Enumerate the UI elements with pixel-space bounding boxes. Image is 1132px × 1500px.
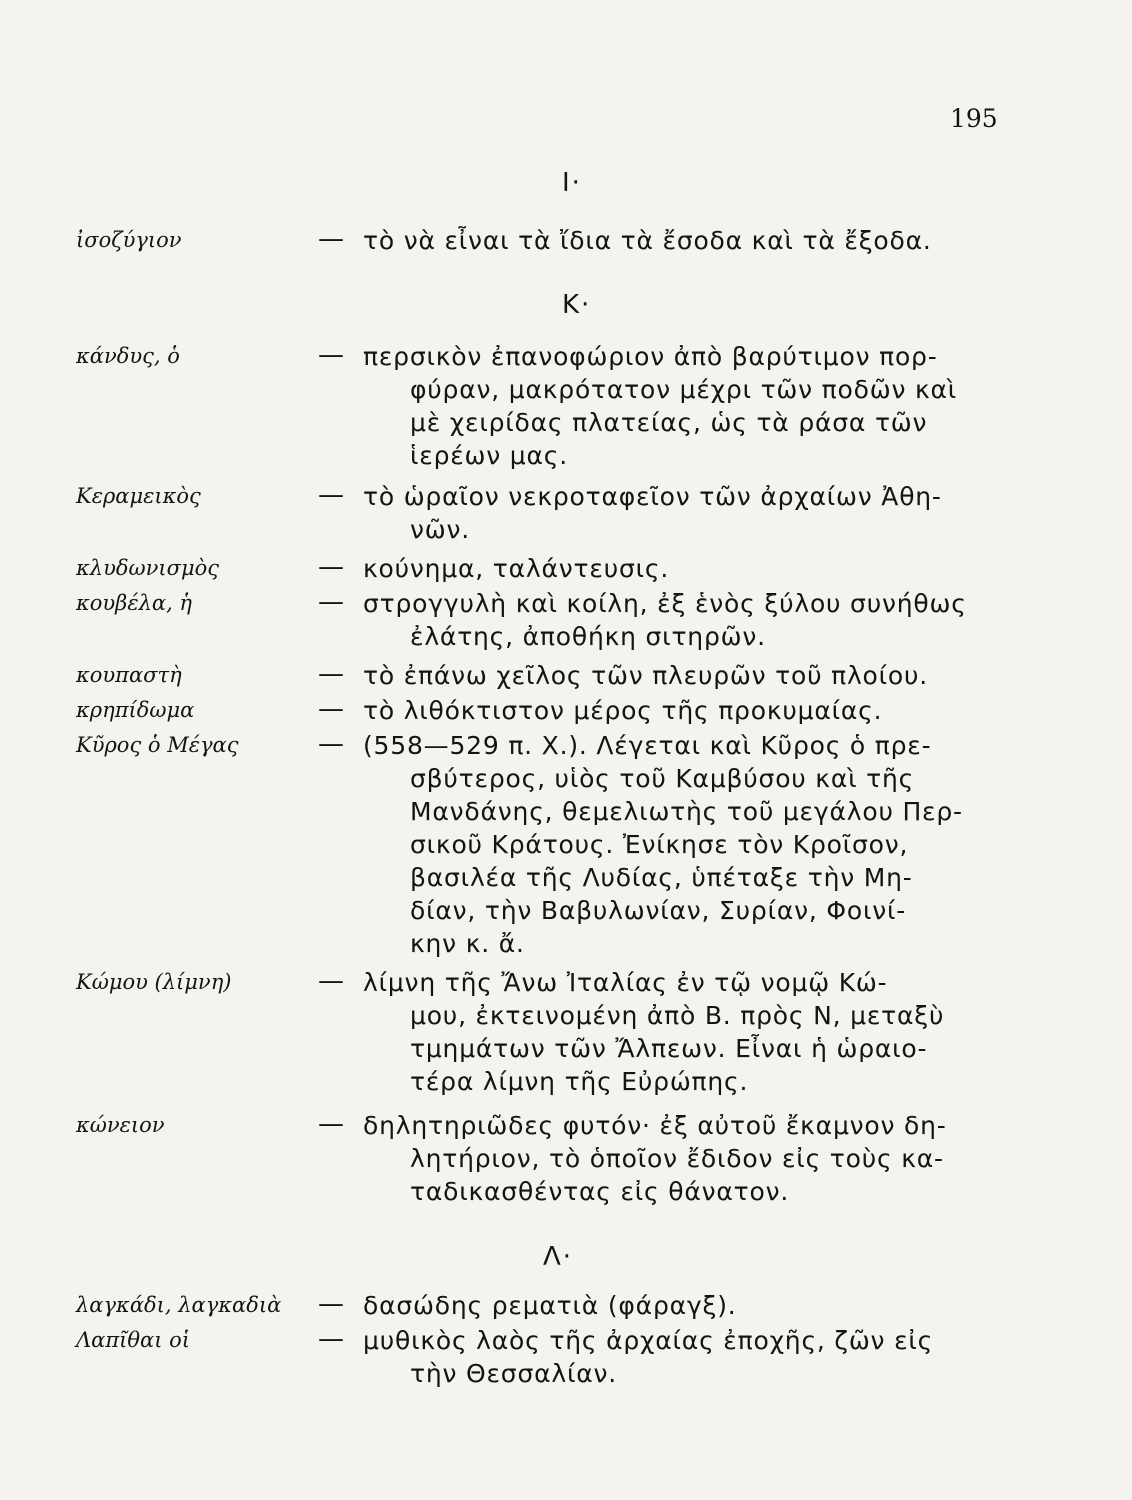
entry-dash: — (318, 659, 344, 689)
entry-term: ἰσοζύγιον (76, 228, 182, 252)
entry-term: Κεραμεικὸς (76, 484, 201, 508)
entry-definition: (558—529 π. Χ.). Λέγεται καὶ Κῦρος ὁ πρε- σβύτερος, υἱὸς τοῦ Καμβύσου καὶ τῆς Μανδάνης, θεμελιωτὴς τοῦ μεγάλου Περ- σικοῦ Κράτους. Ἐνίκησε τὸν Κροῖσον, βασιλέα τῆς Λυδίας, ὑπέταξε τὴν Μη- δίαν, τὴν Βαβυλωνίαν, Συρίαν, Φοινί- κην κ. ἄ. (363, 731, 963, 958)
entry-definition: κούνημα, ταλάντευσις. (363, 554, 670, 583)
entry-term: κώνειον (76, 1113, 165, 1137)
entry-definition: περσικὸν ἐπανοφώριον ἀπὸ βαρύτιμον πορ- φύραν, μακρότατον μέχρι τῶν ποδῶν καὶ μὲ χειρίδας πλατείας, ὡς τὰ ράσα τῶν ἱερέων μας. (363, 342, 958, 470)
entry-dash: — (318, 552, 344, 582)
entry-dash: — (318, 480, 344, 510)
entry-dash: — (318, 340, 344, 370)
section-heading-lambda: Λ· (543, 1242, 574, 1272)
entry-definition: τὸ ὡραῖον νεκροταφεῖον τῶν ἀρχαίων Ἀθη- νῶν. (363, 482, 942, 544)
entry-dash: — (318, 729, 344, 759)
entry-term: κλυδωνισμὸς (76, 556, 220, 580)
entry-term: λαγκάδι, λαγκαδιὰ (76, 1293, 282, 1317)
entry-definition: δηλητηριῶδες φυτόν· ἐξ αὐτοῦ ἔκαμνον δη- λητήριον, τὸ ὁποῖον ἔδιδον εἰς τοὺς κα- ταδικασθέντας εἰς θάνατον. (363, 1111, 947, 1206)
entry-definition: τὸ λιθόκτιστον μέρος τῆς προκυμαίας. (363, 696, 883, 725)
entry-dash: — (318, 1324, 344, 1354)
entry-term: κρηπίδωμα (76, 698, 195, 722)
entry-definition: μυθικὸς λαὸς τῆς ἀρχαίας ἐποχῆς, ζῶν εἰς τὴν Θεσσαλίαν. (363, 1326, 934, 1388)
entry-dash: — (318, 966, 344, 996)
entry-dash: — (318, 224, 344, 254)
section-heading-kappa: Κ· (562, 290, 592, 320)
entry-definition: τὸ ἐπάνω χεῖλος τῶν πλευρῶν τοῦ πλοίου. (363, 661, 929, 690)
entry-term: κουβέλα, ἡ (76, 591, 193, 615)
entry-definition: τὸ νὰ εἶναι τὰ ἴδια τὰ ἔσοδα καὶ τὰ ἔξοδα. (363, 226, 932, 255)
entry-term: Κώμου (λίμνη) (76, 970, 232, 994)
entry-definition: στρογγυλὴ καὶ κοίλη, ἐξ ἑνὸς ξύλου συνήθως ἐλάτης, ἀποθήκη σιτηρῶν. (363, 589, 967, 651)
entry-dash: — (318, 587, 344, 617)
entry-term: κουπαστὴ (76, 663, 182, 687)
entry-dash: — (318, 694, 344, 724)
entry-definition: λίμνη τῆς Ἄνω Ἰταλίας ἐν τῷ νομῷ Κώ- μου, ἐκτεινομένη ἀπὸ Β. πρὸς Ν, μεταξὺ τμημάτων τῶν Ἄλπεων. Εἶναι ἡ ὡραιο- τέρα λίμνη τῆς Εὐρώπης. (363, 968, 945, 1096)
entry-dash: — (318, 1109, 344, 1139)
entry-term: κάνδυς, ὁ (76, 344, 180, 368)
section-heading-iota: Ι· (562, 168, 582, 198)
entry-dash: — (318, 1289, 344, 1319)
entry-term: Λαπῖθαι οἱ (76, 1328, 190, 1352)
page-number: 195 (950, 104, 998, 133)
entry-term: Κῦρος ὁ Μέγας (76, 733, 239, 757)
entry-definition: δασώδης ρεματιὰ (φάραγξ). (363, 1291, 737, 1320)
